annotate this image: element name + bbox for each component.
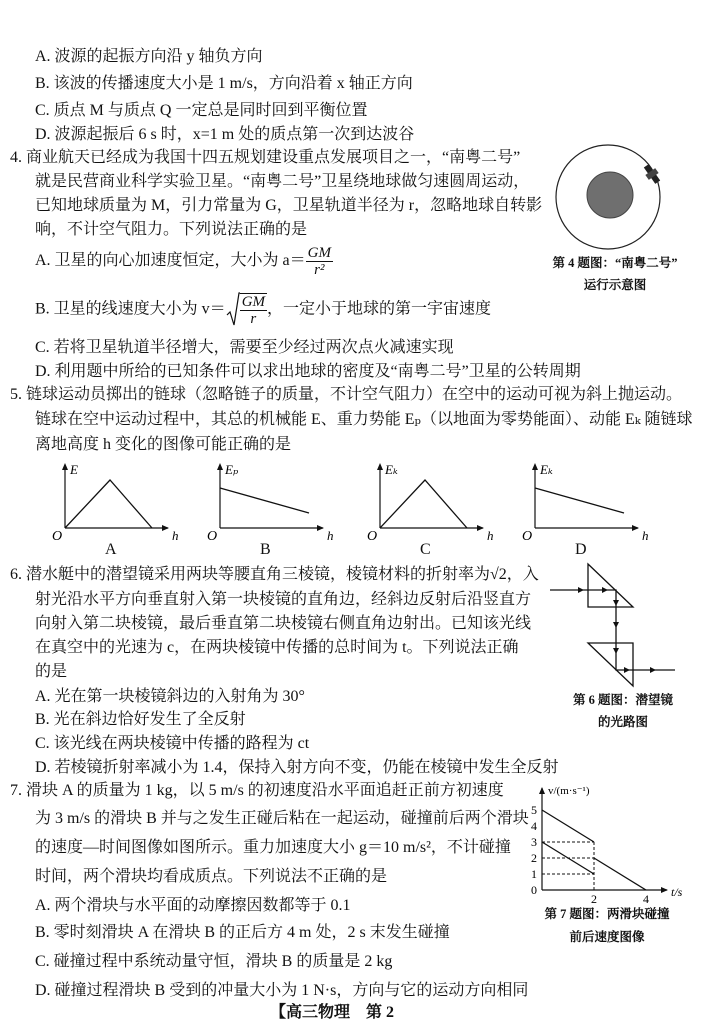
q5-stem-line: 离地高度 h 变化的图像可能正确的是	[35, 436, 292, 453]
periscope-diagram	[540, 560, 720, 690]
origin-label: O	[52, 529, 63, 542]
q4-option-b-tail: ，一定小于地球的第一宇宙速度	[267, 300, 492, 318]
x-axis-label: t/s	[671, 885, 683, 899]
q4-option-b-text: B. 卫星的线速度大小为 v＝	[35, 300, 226, 318]
x-axis-label: h	[642, 528, 649, 542]
q3-option-b: B. 该波的传播速度大小是 1 m/s，方向沿着 x 轴正方向	[35, 75, 413, 92]
y-tick-label: 1	[531, 867, 537, 881]
y-tick-label: 0	[531, 883, 537, 897]
q3-option-a: A. 波源的起振方向沿 y 轴负方向	[35, 48, 263, 65]
curve	[220, 488, 309, 513]
q5-stem-line: 链球在空中运动过程中，其总的机械能 E、重力势能 Eₚ（以地面为零势能面）、动能 Eₖ 随链球	[35, 411, 693, 428]
q7-stem-line: 时间，两个滑块均看成质点。下列说法不正确的是	[35, 868, 388, 885]
q6-stem-line: 的是	[35, 663, 68, 680]
q4-option-a	[35, 245, 333, 278]
q4-option-d: D. 利用题中所给的已知条件可以求出地球的密度及“南粤二号”卫星的公转周期	[35, 363, 581, 380]
q6-stem-line: 向射入第二块棱镜，最后垂直第二块棱镜右侧直角边射出。已知该光线	[35, 615, 532, 632]
q5-stem-line: 5. 链球运动员掷出的链球（忽略链子的质量，不计空气阻力）在空中的运动可视为斜上抛运动。	[10, 386, 683, 403]
energy-graph-D	[520, 460, 660, 542]
origin-label: O	[207, 529, 218, 542]
denominator: r²	[314, 262, 325, 278]
series-line	[594, 858, 646, 890]
curve	[535, 488, 624, 513]
y-tick-label: 2	[531, 851, 537, 865]
q3-option-d: D. 波源起振后 6 s 时，x=1 m 处的质点第一次到达波谷	[35, 126, 415, 143]
prism-1	[588, 564, 633, 607]
q7-caption: 前后速度图像	[569, 930, 645, 944]
q4-stem-line: 响，不计空气阻力。下列说法正确的是	[35, 221, 308, 238]
prism-2	[588, 643, 633, 686]
curve	[65, 480, 152, 528]
q7-stem-line: 的速度—时间图像如图所示。重力加速度大小 g＝10 m/s²，不计碰撞	[35, 839, 511, 856]
graph-option-label: D	[575, 541, 587, 558]
velocity-time-chart	[522, 780, 702, 904]
q6-stem-line: 6. 潜水艇中的潜望镜采用两块等腰直角三棱镜，棱镜材料的折射率为√2，入	[10, 566, 539, 583]
origin-label: O	[522, 529, 533, 542]
page-footer: 【高三物理 第 2	[270, 1004, 395, 1021]
q4-option-c: C. 若将卫星轨道半径增大，需要至少经过两次点火减速实现	[35, 339, 454, 356]
q4-caption: 第 4 题图：“南粤二号”	[552, 256, 678, 270]
x-tick-label: 4	[643, 892, 649, 904]
origin-label: O	[367, 529, 378, 542]
arrowheads	[539, 787, 668, 893]
q4-caption: 运行示意图	[583, 278, 647, 292]
energy-graph-A	[50, 460, 190, 542]
q6-option-b: B. 光在斜边恰好发生了全反射	[35, 711, 246, 728]
denominator: r	[250, 311, 257, 327]
graph-option-label: B	[260, 541, 271, 558]
q7-stem-line: 7. 滑块 A 的质量为 1 kg，以 5 m/s 的初速度沿水平面追赶正前方初速度	[10, 782, 504, 799]
q7-stem-line: 为 3 m/s 的滑块 B 并与之发生正碰后粘在一起运动，碰撞前后两个滑块	[35, 810, 529, 827]
q7-option-d: D. 碰撞过程滑块 B 受到的冲量大小为 1 N·s，方向与它的运动方向相同	[35, 982, 529, 999]
q4-stem-line: 4. 商业航天已经成为我国十四五规划建设重点发展项目之一，“南粤二号”	[10, 149, 521, 166]
y-axis-label: v/(m·s⁻¹)	[548, 785, 590, 797]
arrowheads	[62, 463, 169, 531]
q6-option-d: D. 若棱镜折射率减小为 1.4，保持入射方向不变，仍能在棱镜中发生全反射	[35, 759, 559, 776]
earth-icon	[587, 172, 633, 218]
graph-option-label: C	[420, 541, 431, 558]
y-axis-label: Eₖ	[540, 462, 553, 477]
y-axis-label: Eₖ	[385, 462, 398, 477]
numerator: GM	[241, 294, 266, 310]
q7-option-a: A. 两个滑块与水平面的动摩擦因数都等于 0.1	[35, 897, 351, 914]
x-axis-label: h	[327, 528, 334, 542]
q4-stem-line: 就是民营商业科学实验卫星。“南粤二号”卫星绕地球做匀速圆周运动，	[35, 173, 530, 190]
q7-option-c: C. 碰撞过程中系统动量守恒，滑块 B 的质量是 2 kg	[35, 953, 393, 970]
graph-option-label: A	[105, 541, 117, 558]
y-axis-label: Eₚ	[225, 462, 239, 477]
q4-stem-line: 已知地球质量为 M，引力常量为 G，卫星轨道半径为 r，忽略地球自转影	[35, 197, 543, 214]
q6-caption: 的光路图	[597, 715, 648, 729]
y-tick-label: 4	[531, 819, 537, 833]
fraction	[306, 245, 333, 278]
q4-option-a-text: A. 卫星的向心加速度恒定，大小为 a＝	[35, 252, 306, 270]
q4-option-b	[35, 292, 491, 328]
energy-graph-C	[365, 460, 505, 542]
numerator: GM	[307, 245, 331, 261]
q6-option-c: C. 该光线在两块棱镜中传播的路程为 ct	[35, 735, 310, 752]
q3-option-c: C. 质点 M 与质点 Q 一定总是同时回到平衡位置	[35, 102, 368, 119]
x-axis-label: h	[487, 528, 494, 542]
q7-caption: 第 7 题图：两滑块碰撞	[544, 907, 670, 921]
orbit-diagram	[548, 142, 678, 254]
y-tick-label: 3	[531, 835, 537, 849]
satellite-icon	[641, 162, 662, 185]
axes	[65, 466, 168, 528]
curve	[380, 480, 467, 528]
y-tick-label: 5	[531, 803, 537, 817]
series-line	[542, 810, 594, 842]
q6-stem-line: 在真空中的光速为 c，在两块棱镜中传播的总时间为 t。下列说法正确	[35, 639, 519, 656]
x-tick-label: 2	[591, 892, 597, 904]
axes	[542, 788, 667, 890]
q6-option-a: A. 光在第一块棱镜斜边的入射角为 30°	[35, 688, 305, 705]
x-axis-label: h	[172, 528, 179, 542]
fraction	[240, 293, 267, 327]
q6-caption: 第 6 题图：潜望镜	[572, 693, 673, 707]
sqrt-symbol	[226, 292, 240, 328]
q7-option-b: B. 零时刻滑块 A 在滑块 B 的正后方 4 m 处，2 s 末发生碰撞	[35, 924, 450, 941]
energy-graph-B	[205, 460, 345, 542]
y-axis-label: E	[70, 462, 78, 477]
q6-stem-line: 射光沿水平方向垂直射入第一块棱镜的直角边，经斜边反射后沿竖直方	[35, 591, 532, 608]
